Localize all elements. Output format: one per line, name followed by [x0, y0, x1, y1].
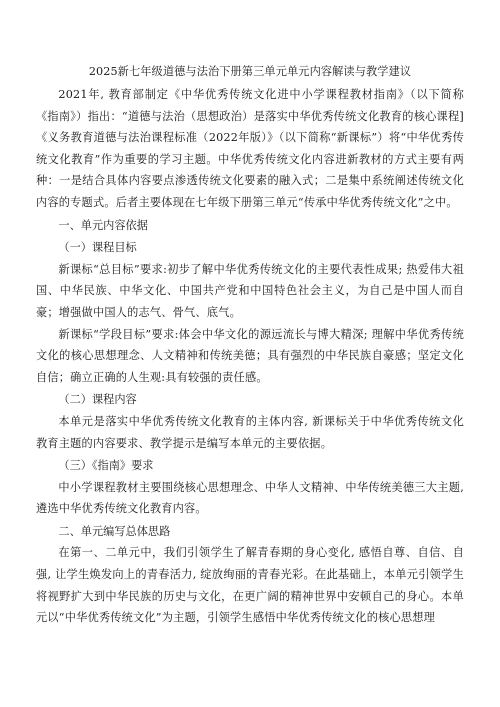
- intro-paragraph: 2021年, 教育部制定《中华优秀传统文化进中小学课程教材指南》（以下简称《指南》）指出：“道德与法治（思想政治）是落实中华优秀传统文化教育的核心课程]《义务教育道德与法治课程标准（2022年版）》（以下简称“新课标”）将“中华优秀传统文化教育”作为重要的学习主题。中华优秀传统文化内容进新教材的方式主要有两种：一是结合具体内容要点渗透传统文化要素的融入式；二是集中系统阐述传统文化内容的专题式。后者主要体现在七年级下册第三单元“传承中华优秀传统文化”之中。: [36, 88, 464, 209]
- paragraph-overall-goal: 新课标“总目标”要求:初步了解中华优秀传统文化的主要代表性成果; 热爱伟大祖国、中华民族、中华文化、中国共产党和中国特色社会主义，为自己是中国人而自豪；增强做中国人的志气、骨气、底气。: [36, 262, 464, 319]
- subsection-heading-1: （一）课程目标: [58, 241, 137, 255]
- document-title: 2025新七年级道德与法治下册第三单元单元内容解读与教学建议: [88, 65, 412, 78]
- paragraph-stage-goal: 新课标“学段目标”要求:体会中华文化的源远流长与博大精深; 理解中华优秀传统文化的核心思想理念、人文精神和传统美德；具有强烈的中华民族自豪感；坚定文化自信；确立正确的人生观:具有较强的责任感。: [36, 327, 464, 384]
- section-heading-2: 二、单元编写总体思路: [58, 524, 171, 538]
- paragraph-writing-approach: 在第一、二单元中，我们引领学生了解青春期的身心变化, 感悟自尊、自信、自强, 让学生焕发向上的青春活力, 绽放绚丽的青春光彩。在此基础上，本单元引领学生将视野扩大到中华民族的历史与文化，在更广阔的精神世界中安顿自己的身心。本单元以“中华优秀传统文化”为主题，引领学生感悟中华优秀传统文化的核心思想理: [36, 546, 464, 625]
- subsection-heading-2: （二）课程内容: [58, 393, 137, 407]
- section-heading-1: 一、单元内容依据: [58, 218, 148, 232]
- document-page: [36, 64, 464, 629]
- paragraph-guide-requirements: 中小学课程教材主要围绕核心思想理念、中华人文精神、中华传统美德三大主题, 遴选中华优秀传统文化教育内容。: [36, 480, 464, 516]
- paragraph-course-content: 本单元是落实中华优秀传统文化教育的主体内容, 新课标关于中华优秀传统文化教育主题的内容要求、教学提示是编写本单元的主要依据。: [36, 414, 464, 450]
- subsection-heading-3: （三）《指南》要求: [58, 459, 154, 473]
